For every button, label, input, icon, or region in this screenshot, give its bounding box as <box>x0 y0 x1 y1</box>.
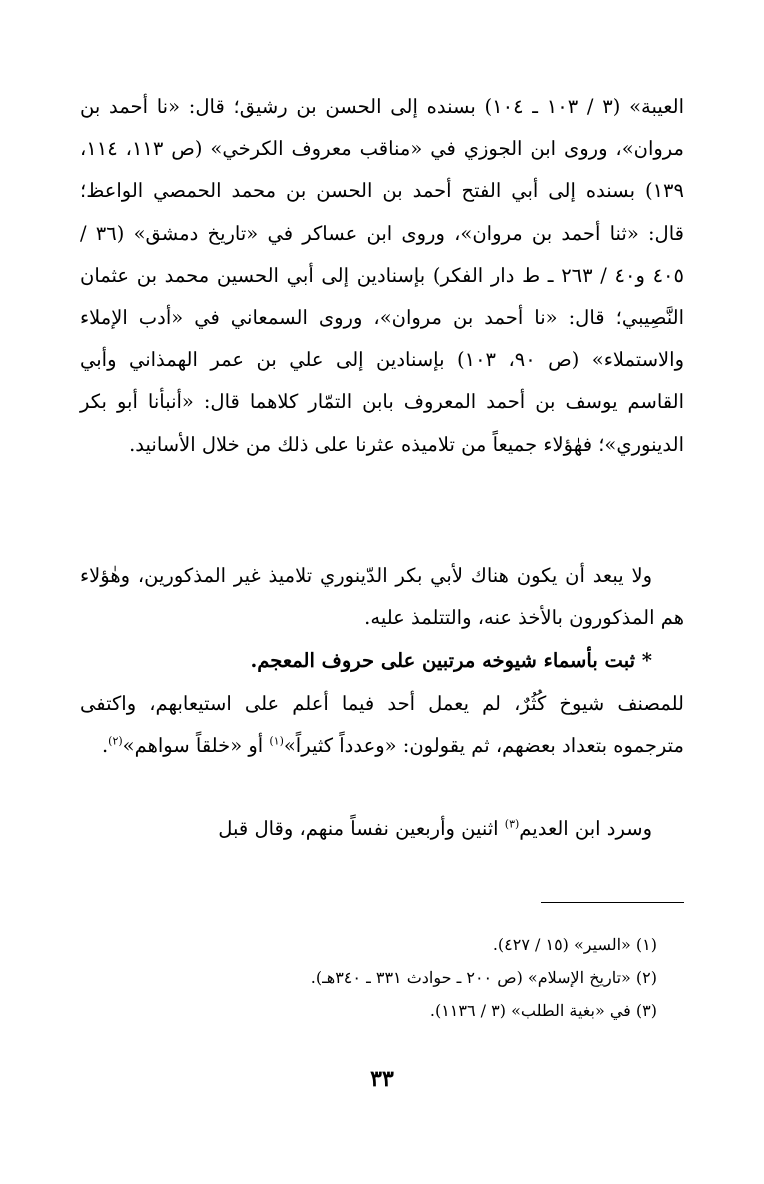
paragraph-text: أو «خلقاً سواهم» <box>122 734 270 758</box>
paragraph-shuyukh-count <box>80 683 684 767</box>
footnote-ref-2[interactable]: (٢) <box>108 734 123 748</box>
footnote-ref-3[interactable]: (٣) <box>504 817 520 831</box>
footnote-item: (٣) في «بغية الطلب» (٣ / ١١٣٦). <box>429 1001 657 1020</box>
paragraph-text: للمصنف شيوخ كُثُرٌ، لم يعمل أحد فيما أعلم على استيعابهم، واكتفى مترجموه بتعداد بعضهم، ثم يقولون: «وعدداً كثيراً» <box>80 692 684 758</box>
paragraph-ibn-aladim <box>80 808 684 850</box>
paragraph-text: اثنين وأربعين نفساً منهم، وقال قبل <box>218 817 505 840</box>
footnote-item: (١) «السير» (١٥ / ٤٢٧). <box>492 935 657 954</box>
footnote-separator <box>541 902 684 903</box>
paragraph-other-students: ولا يبعد أن يكون هناك لأبي بكر الدّينوري تلاميذ غير المذكورين، وهٰؤلاء هم المذكورون بالأخذ عنه، والتتلمذ عليه. <box>80 564 684 630</box>
section-heading-shuyukh: * ثبت بأسماء شيوخه مرتبين على حروف المعجم. <box>250 649 652 672</box>
paragraph-text: وسرد ابن العديم <box>519 817 652 840</box>
page-number: ٣٣ <box>370 1066 394 1092</box>
paragraph-teachers-chains: العيبة» (٣ / ١٠٣ ـ ١٠٤) بسنده إلى الحسن بن رشيق؛ قال: «نا أحمد بن مروان»، وروى ابن الجوزي في «مناقب معروف الكرخي» (ص ١١٣، ١١٤، ١٣٩) بسنده إلى أبي الفتح أحمد بن الحسن بن محمد الحمصي الواعظ؛ قال: «ثنا أحمد بن مروان»، وروى ابن عساكر في «تاريخ دمشق» (٣٦ / ٤٠٥ و٤٠ / ٢٦٣ ـ ط دار الفكر) بإسنادين إلى أبي الحسين محمد بن عثمان النَّصِيبي؛ قال: «نا أحمد بن مروان»، وروى السمعاني في «أدب الإملاء والاستملاء» (ص ٩٠، ١٠٣) بإسنادين إلى علي بن عمر الهمذاني وأبي القاسم يوسف بن أحمد المعروف بابن التمّار كلاهما قال: «أنبأنا أبو بكر الدينوري»؛ فهٰؤلاء جميعاً من تلاميذه عثرنا على ذلك من خلال الأسانيد. <box>80 95 685 456</box>
paragraph-text: . <box>101 734 109 758</box>
footnotes-list <box>120 928 657 1027</box>
footnote-ref-1[interactable]: (١) <box>269 734 284 748</box>
footnote-item: (٢) «تاريخ الإسلام» (ص ٢٠٠ ـ حوادث ٣٣١ ـ ٣٤٠هـ). <box>310 968 657 987</box>
